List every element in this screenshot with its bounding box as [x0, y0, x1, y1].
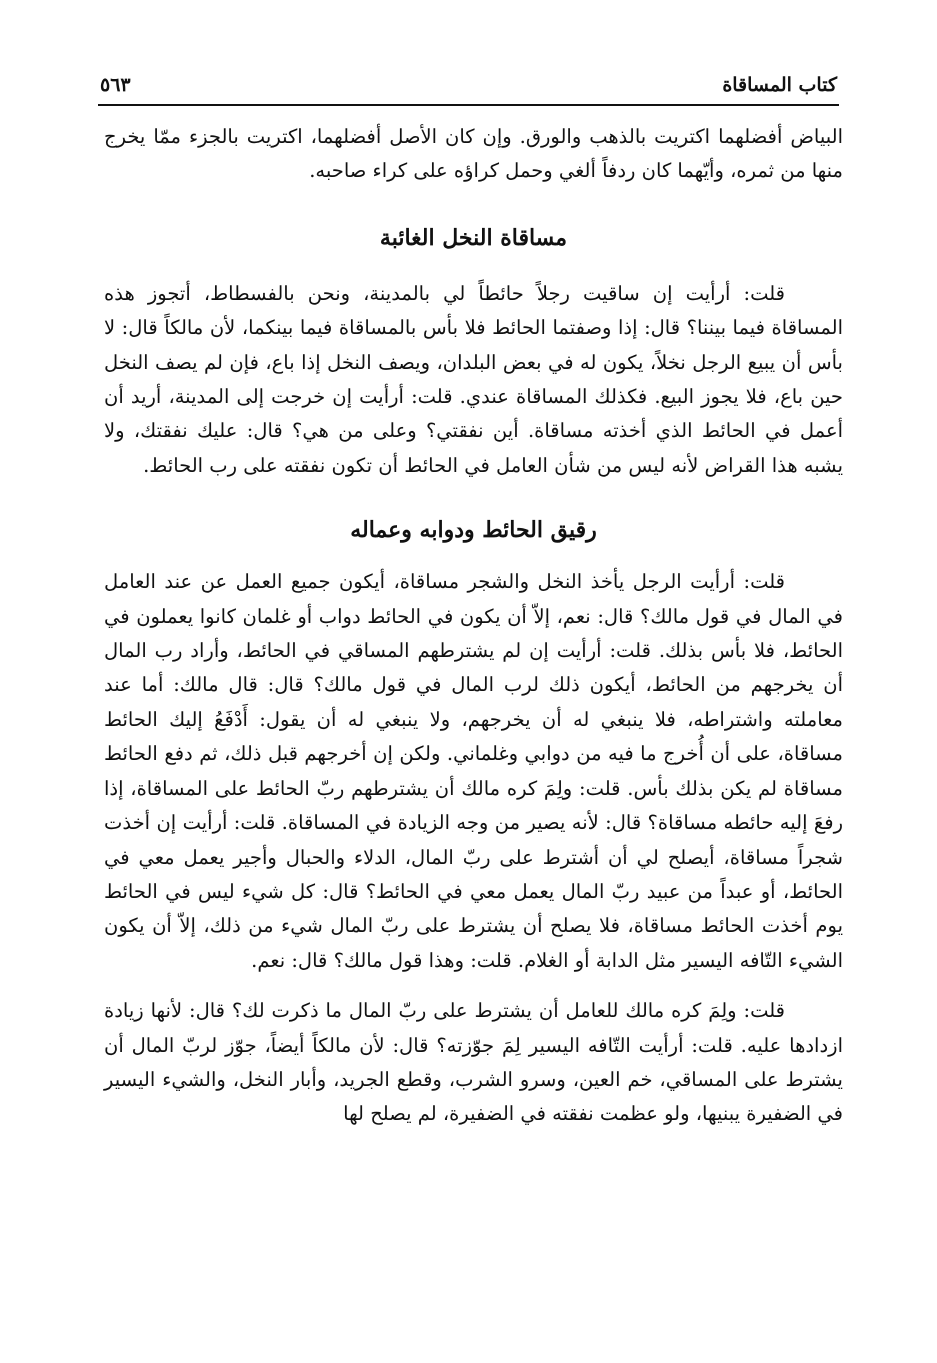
paragraph-2: قلت: أرأيت إن ساقيت رجلاً حائطاً لي بالمدينة، ونحن بالفسطاط، أتجوز هذه المساقاة فيما بيننا؟ قال: إذا وصفتما الحائط فلا بأس بالمساقاة فيما بينكما، لأن مالكاً قال: لا بأس أن يبيع الرجل نخلاً، يكون له في بعض البلدان، ويصف النخل إذا باع، فإن لم يصف النخل حين باع، فلا يجوز البيع. فكذلك المساقاة عندي. قلت: أرأيت إن خرجت إلى المدينة، أريد أن أعمل في الحائط الذي أخذته مساقاة. أين نفقتي؟ وعلى من هي؟ قال: عليك نفقتك، ولا يشبه هذا القراض لأنه ليس من شأن العامل في الحائط أن تكون نفقته على رب الحائط. — [104, 281, 843, 477]
section-heading-2: رقيق الحائط ودوابه وعماله — [350, 517, 597, 544]
header-rule — [98, 104, 839, 106]
running-head — [100, 62, 837, 96]
paragraph-4: قلت: ولِمَ كره مالك للعامل أن يشترط على ربّ المال ما ذكرت لك؟ قال: لأنها زيادة ازدادها عليه. قلت: أرأيت التّافه اليسير لِمَ جوّزته؟ قال: لأن مالكاً أيضاً، جوّز لربّ المال أن يشترط على المساقي، خم العين، وسرو الشرب، وقطع الجريد، وأبار النخل، والشيء اليسير في الضفيرة يبنيها، ولو عظمت نفقته في الضفيرة، لم يصلح لها — [104, 999, 843, 1126]
book-title: كتاب المساقاة — [722, 74, 837, 96]
page-number: ٥٦٣ — [100, 74, 131, 96]
section-heading-1: مساقاة النخل الغائبة — [379, 224, 568, 251]
paragraph-1: البياض أفضلهما اكتريت بالذهب والورق. وإن كان الأصل أفضلهما، اكتريت بالجزء ممّا يخرج منها من ثمره، وأيّهما كان ردفاً ألغي وحمل كراؤه على كراء صاحبه. — [104, 125, 843, 183]
body-text — [104, 120, 843, 1132]
paragraph-3: قلت: أرأيت الرجل يأخذ النخل والشجر مساقاة، أيكون جميع العمل عن عند العامل في المال في قول مالك؟ قال: نعم، إلاّ أن يكون في الحائط دواب أو غلمان كانوا يعملون في الحائط، فلا بأس بذلك. قلت: أرأيت إن لم يشترطهم المساقي في الحائط، وأراد رب المال أن يخرجهم من الحائط، أيكون ذلك لرب المال في قول مالك؟ قال: قال مالك: أما عند معاملته واشتراطه، فلا ينبغي له أن يخرجهم، ولا ينبغي له أن يقول: أَدْفَعُ إليك الحائط مساقاة، على أن أُخرج ما فيه من دوابي وغلماني. ولكن إن أخرجهم قبل ذلك، ثم دفع الحائط مساقاة لم يكن بذلك بأس. قلت: ولِمَ كره مالك أن يشترطهم ربّ الحائط على المساقاة، إذا رفعَ إليه حائطه مساقاة؟ قال: لأنه يصير من وجه الزيادة في المساقاة. قلت: أرأيت إن أخذت شجراً مساقاة، أيصلح لي أن أشترط على ربّ المال، الدلاء والحبال وأجير يعمل معي في الحائط، أو عبداً من عبيد ربّ المال يعمل معي في الحائط؟ قال: كل شيء ليس في الحائط يوم أخذت الحائط مساقاة، فلا يصلح أن يشترط على ربّ المال شيء من ذلك، إلاّ أن يكون الشيء التّافه اليسير مثل الدابة أو الغلام. قلت: وهذا قول مالك؟ قال: نعم. — [104, 570, 843, 972]
